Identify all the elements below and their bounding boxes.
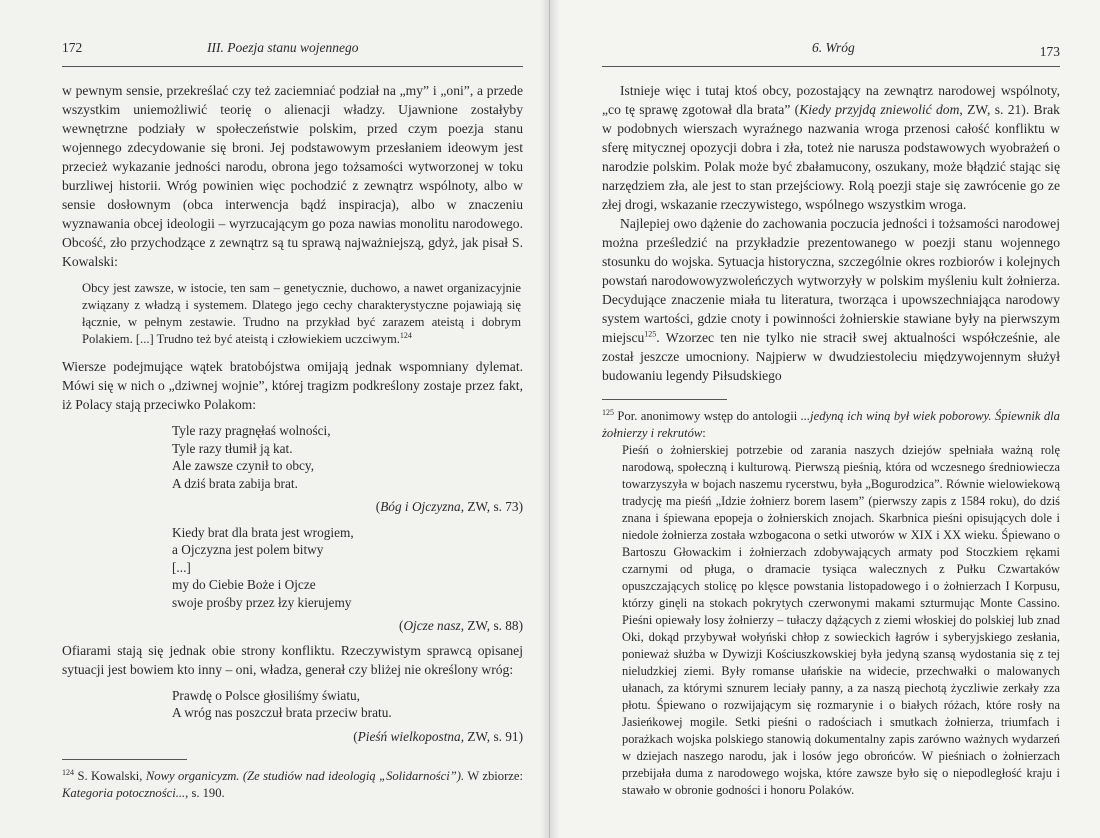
verse-3-source: (Pieśń wielkopostna, ZW, s. 91) [353,728,523,744]
left-paragraph-2: Wiersze podejmujące wątek bratobójstwa omijają jednak wspomniany dylemat. Mówi się w nich o „dziwnej wojnie”, której tragizm podkreślony zostaje przez fakt, iż Polacy stają przeciwko Polakom: [62,359,523,412]
verse-line: a Ojczyzna jest polem bitwy [172,542,324,557]
footnote-124: $^{124}$ S. Kowalski, Nowy organicyzm. (Ze studiów nad ideologią „Solidarności”). W zbiorze: Kategoria potoczności..., s. 190. [62,767,523,800]
verse-line: [...] [172,559,191,575]
right-running-title: 6. Wróg [812,40,855,55]
verse-3 [172,687,523,746]
right-footnote-rule [602,399,727,400]
footnote-ref-125: 125 [644,329,657,339]
left-page-number: 172 [62,40,83,55]
verse-line: Kiedy brat dla brata jest wrogiem, [172,524,354,540]
verse-line: swoje prośby przez łzy kierujemy [172,594,352,610]
left-paragraph-3: Ofiarami stają się jednak obie strony konfliktu. Rzeczywistym sprawcą opisanej sytuacji jest bowiem kto inny – oni, władza, generał czy bliżej nie określony wróg: [62,642,523,677]
verse-1 [172,422,523,516]
left-head-rule [62,66,523,67]
right-head-rule [602,66,1060,67]
right-running-head [602,40,1060,62]
left-running-title: III. Poezja stanu wojennego [207,40,359,55]
verse-line: A dziś brata zabija brat. [172,475,298,491]
left-block-quote [82,280,521,348]
verse-1-source: (Bóg i Ojczyzna, ZW, s. 73) [375,499,523,514]
left-footnote-rule [62,759,187,760]
verse-line: A wróg nas poszczuł brata przeciw bratu. [172,705,392,720]
verse-2 [172,524,523,635]
footnote-125-quote: Pieśń o żołnierskiej potrzebie od zarania naszych dziejów spełniała ważną rolę narodową, społeczną i kulturową. Pierwszą pieśnią, która od wczesnego średniowiecza towarzyszyła w bojach naszemu rycerstwu, była „Bogurodzica”. Równie wielowiekową tradycję ma pieśń „Idzie żołnierz borem lasem” (pierwszy zapis z 1584 roku), do dziś znana i śpiewana epopeja o żołnierskich znojach. Skarbnica pieśni opisujących dole i niedole żołnierza została wzbogacona o setki utworów w XIX i XX wieku. Śpiewano o Bartoszu Głowackim i żołnierzach zdobywających armaty pod Stoczkiem rękami czarnymi od pługa, o dramacie tysiąca walecznych z Pułku Czwartaków opuszczających stolicę po klęsce powstania listopadowego i o żołnierzach I Korpusu, którzy ginęli na stokach pokrytych czerwonymi makami szturmując Monte Cassino. Pieśni opiewały losy żołnierzy – tułaczy dążących z ziemi włoskiej do polskiej lub znad Oki, dokąd przybywał wołyński chłop z sowieckich łagrów i syberyjskiego zesłania, ponieważ służba w Dywizji Kościuszkowskiej była jedyną szansą wydostania się z tej nieludzkiej ziemi. Były romanse ułańskie na widecie, przechwałki o malowanych ułanach, za którymi sznurem leciały panny, a za naszą piechotą życzliwie zerkały zza płotu. Śpiewano o rozwijającym się rozmarynie i o białych różach, które rosły na Jasieńkowej mogile. Setki pieśni o radościach i smutkach żołnierza, triumfach i porażkach wojska polskiego stanowią dokumentalny zapis zarówno ważnych wydarzeń w dziejach naszego narodu, jak i losów jego obrońców. W pieśniach o żołnierzach przebijała duma z narodowego wojska, które zawsze było się o niepodległość kraju i stawało w obronie godności i honoru Polaków. [622,443,1060,797]
quote-text: Obcy jest zawsze, w istocie, ten sam – genetycznie, duchowo, a nawet organizacyjnie związany z władzą i systemem. Dlatego jego cechy charakterystyczne pojawiają się łącznie, w pełnym zestawie. Trudno na przykład być zarazem ateistą i dobrym Polakiem. [...] Trudno też być ateistą i człowiekiem uczciwym. [82,281,521,346]
footnote-ref-124: 124 [399,330,412,340]
verse-line: Tyle razy pragnęłaś wolności, [172,423,331,438]
verse-2-source: (Ojcze nasz, ZW, s. 88) [399,618,523,633]
verse-line: Ale zawsze czynił to obcy, [172,458,315,473]
footnote-125: $^{125}$ Por. anonimowy wstęp do antologii ...jedyną ich winą był wiek poborowy. Śpiewnik dla żołnierzy i rekrutów: [602,407,1060,440]
right-page [550,0,1100,838]
book-gutter-shadow [540,0,560,838]
left-paragraph-1: w pewnym sensie, przekreślać czy też zaciemniać podział na „my” i „oni”, a przede wszystkim uniemożliwić teorię o alienacji władzy. Ujawnione zostałyby wewnętrzne podziały w społeczeństwie polskim, przed czym poezja stanu wojennego zdecydowanie się broni. Jej podstawowym przesłaniem ideowym jest przecież wykazanie jedności narodu, obrona jego tożsamości wytworzonej w toku burzliwej historii. Wróg powinien więc pochodzić z zewnątrz wspólnoty, albo w sensie dosłownym (obca interwencja bądź inspiracja), albo w znaczeniu wyznawania obcej ideologii – wyrzucającym go poza nawias monolitu narodowego. Obcość, zło przychodzące z zewnątrz są tu sprawą najważniejszą, gdyż, jak pisał S. Kowalski: [62,83,523,269]
verse-line: Tyle razy tłumił ją kat. [172,440,293,456]
verse-line: Prawdę o Polsce głosiliśmy światu, [172,687,360,703]
right-paragraph-2: Najlepiej owo dążenie do zachowania poczucia jedności i tożsamości narodowej można prześledzić na przykładzie prezentowanego w poezji stanu wojennego stosunku do wojska. Sytuacja historyczna, szczególnie okres rozbiorów i kolejnych powstań narodowowyzwoleńczych wytworzyły w polskim myśleniu kult żołnierza. Decydujące znaczenie miała tu literatura, tworząca i upowszechniająca narodowy system wartości, gdzie cnoty i powinności żołnierskie stawiane były na pierwszym miejscu$^{125}$. Wzorzec ten nie tylko nie stracił swej aktualności współcześnie, ale został jeszcze umocniony. Najpierw w dwudziestoleciu międzywojennym służył budowaniu legendy Piłsudskiego [602,216,1060,383]
right-page-number: 173 [1039,44,1060,59]
left-running-head [62,40,523,62]
verse-line: my do Ciebie Boże i Ojcze [172,577,316,592]
right-paragraph-1: Istnieje więc i tutaj ktoś obcy, pozostający na zewnątrz narodowej wspólnoty, „co tę sprawę zgotował dla brata” (Kiedy przyjdą zniewolić dom, ZW, s. 21). Brak w podobnych wierszach wyraźnego nazwania wroga przenosi całość konfliktu w sferę mitycznej opozycji dobra i zła, toteż nie narusza podstawowych wyobrażeń o narodzie polskim. Polak może być zbałamucony, oszukany, może błądzić stając się narzędziem zła, ale jest to stan przejściowy. Rolą poezji staje się zawrócenie go ze złej drogi, wskazanie rzeczywistego, wspólnego wszystkim wroga. [602,83,1060,212]
